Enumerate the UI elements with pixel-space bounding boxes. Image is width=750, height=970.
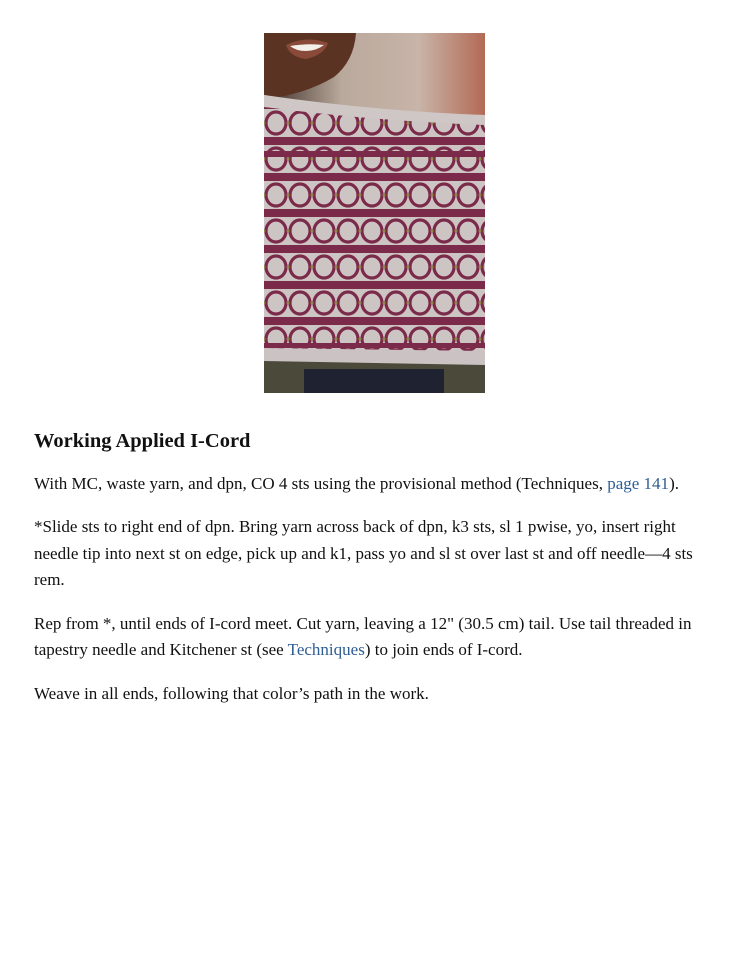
paragraph-text: Rep from *, until ends of I-cord meet. Cut yarn, leaving a 12" (30.5 cm) tail. Use tail threaded in tapestry needle and Kitchener st (see: [34, 613, 692, 660]
instruction-paragraph-weave: Weave in all ends, following that color’s path in the work.: [34, 683, 429, 703]
instruction-paragraph-slide-sts: *Slide sts to right end of dpn. Bring yarn across back of dpn, k3 sts, sl 1 pwise, yo, insert right needle tip into next st on edge, pick up and k1, pass yo and sl st over last st and off needle—4 sts rem.: [34, 517, 693, 590]
section-heading: Working Applied I-Cord: [34, 430, 251, 452]
paragraph-text: ) to join ends of I-cord.: [364, 640, 523, 660]
knitted-shawl-photo: [264, 33, 485, 393]
page-141-link[interactable]: page 141: [607, 473, 670, 493]
instruction-paragraph-cast-on: [34, 471, 720, 498]
paragraph-text: With MC, waste yarn, and dpn, CO 4 sts using the provisional method (Techniques,: [34, 473, 608, 493]
instruction-paragraph-repeat: [34, 611, 720, 664]
pattern-instructions: [34, 428, 720, 724]
paragraph-text: ).: [669, 473, 679, 493]
techniques-link[interactable]: Techniques: [287, 640, 365, 660]
